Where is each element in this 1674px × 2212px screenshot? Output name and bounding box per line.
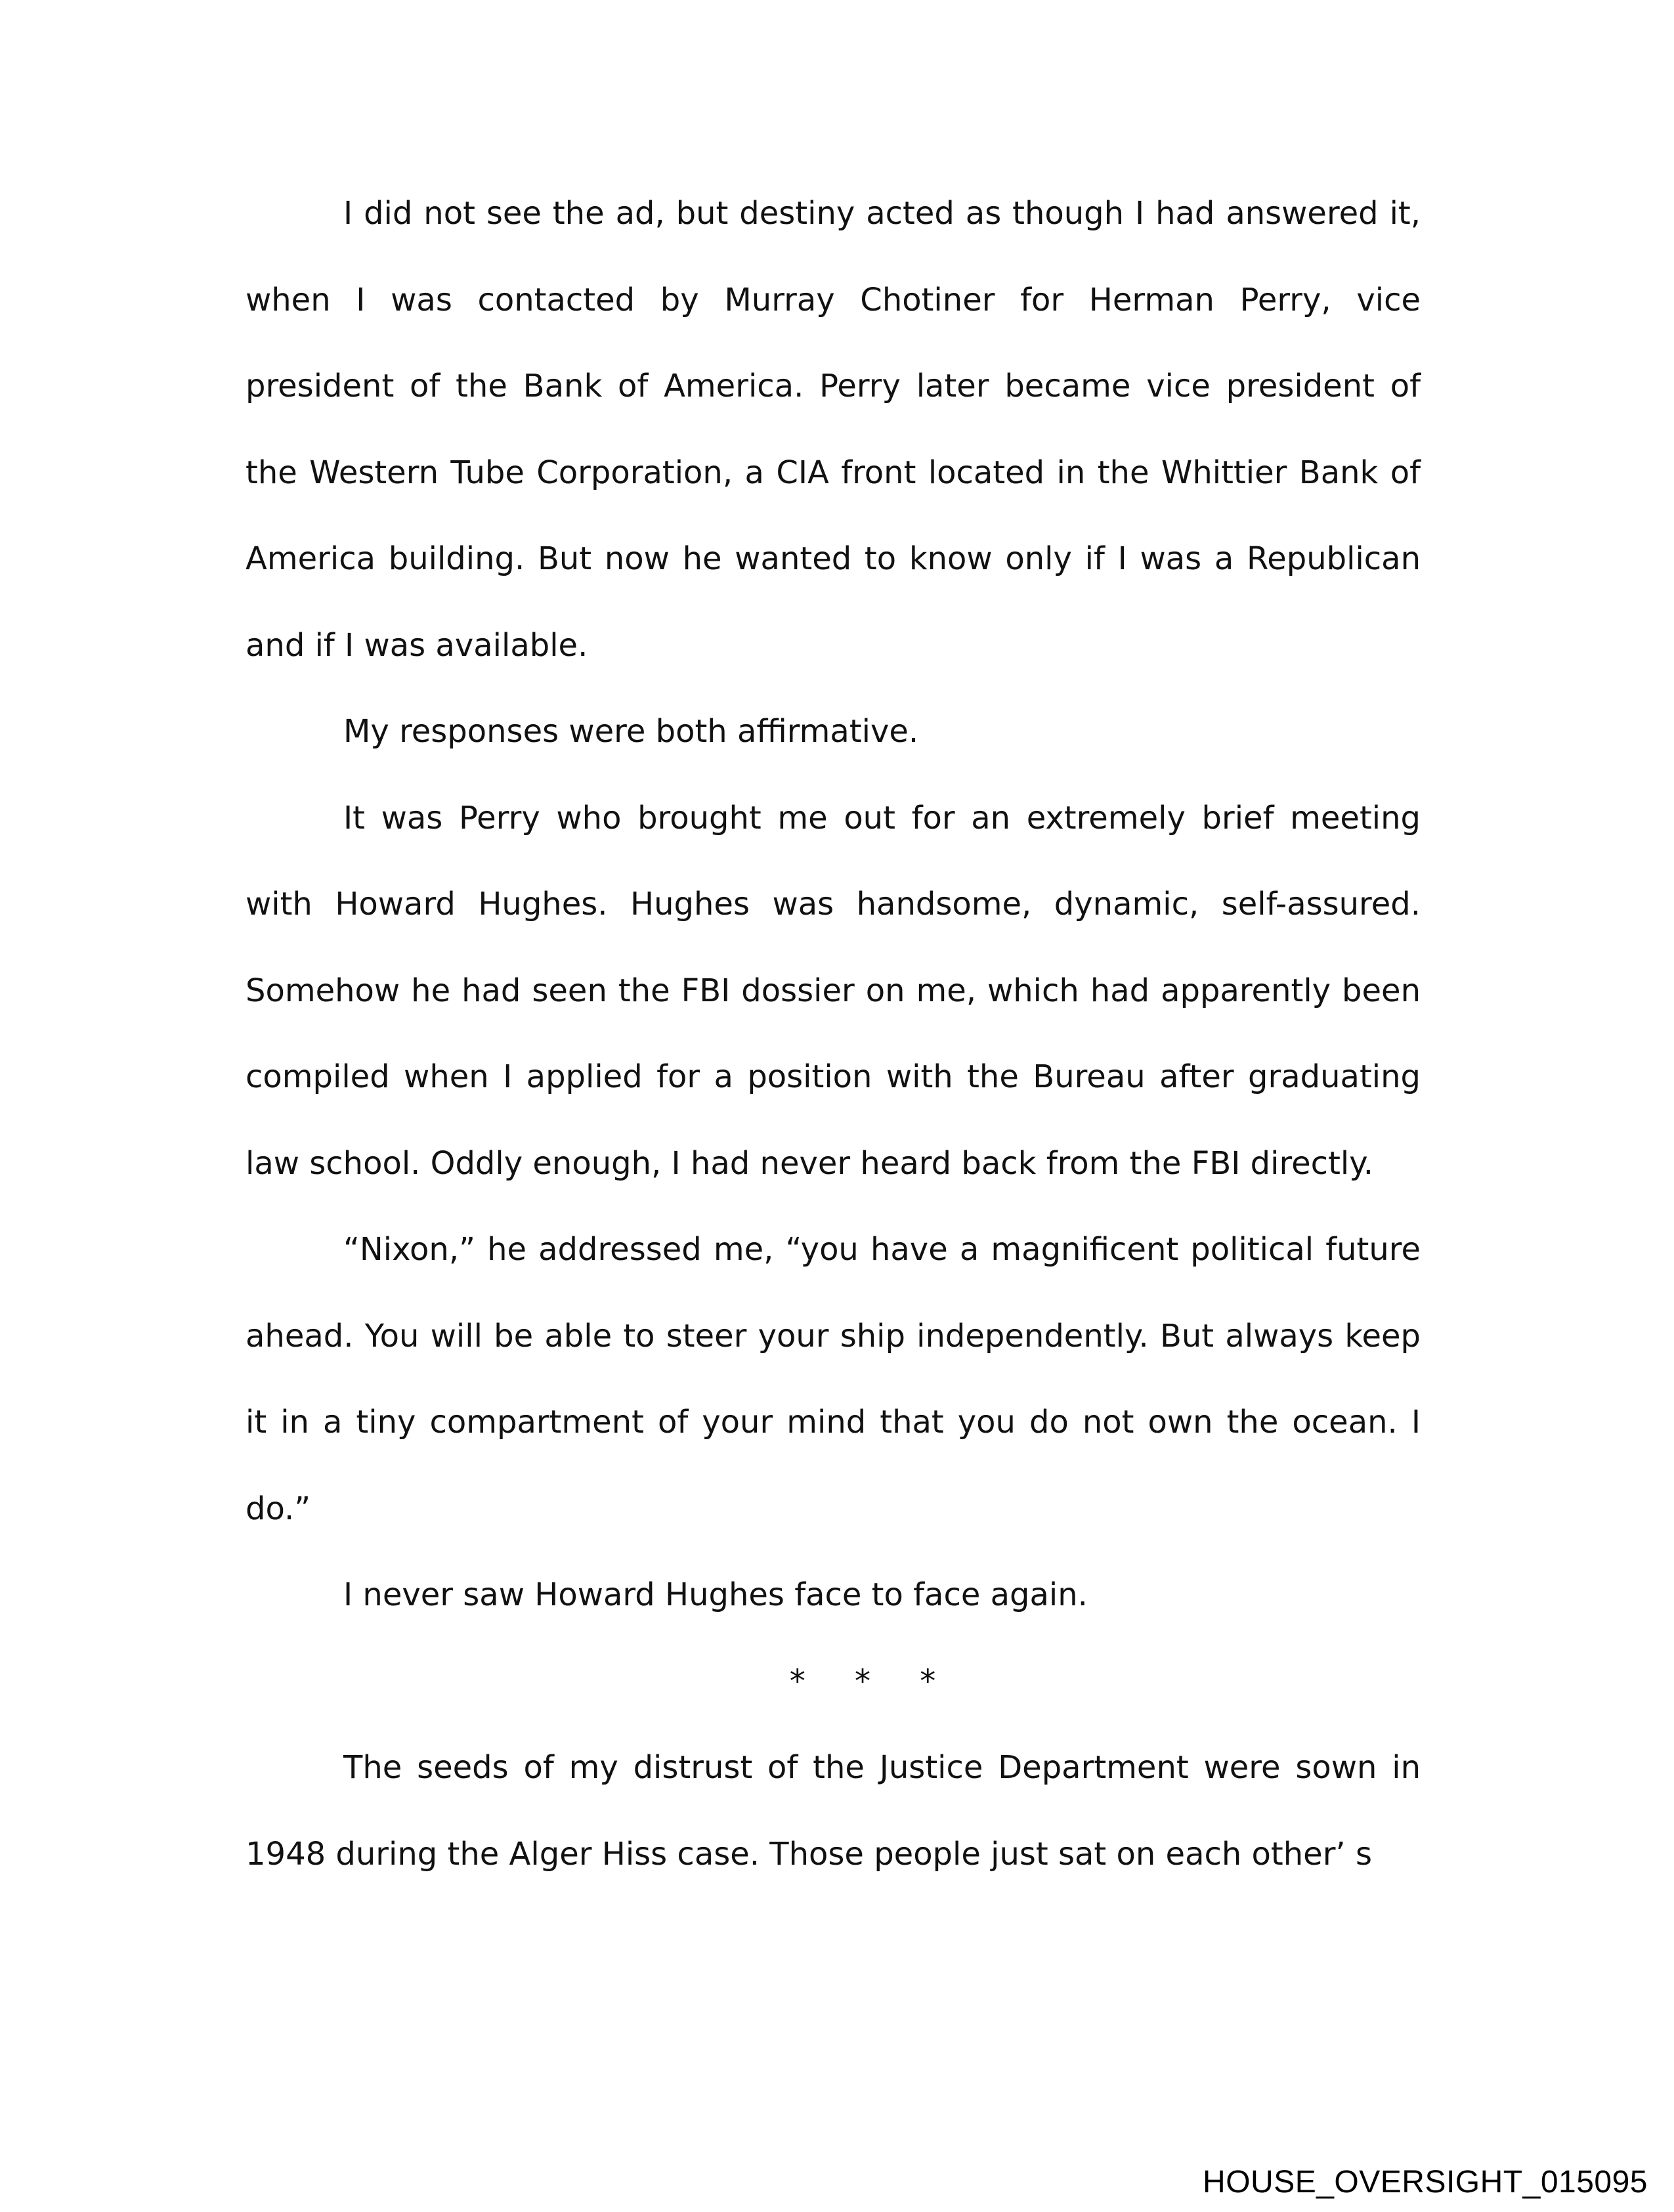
bates-number: HOUSE_OVERSIGHT_015095 bbox=[1203, 2165, 1648, 2200]
paragraph-ad-contact: I did not see the ad, but destiny acted as though I had answered it, when I was contacted by Murray Chotiner for Herman Perry, vice president of the Bank of America. Perry later became vice president of the Western Tube Corporation, a CIA front located in the Whittier Bank of America building. But now he wanted to know only if I was a Republican and if I was available. bbox=[246, 195, 1421, 664]
paragraph-never-saw: I never saw Howard Hughes face to face again. bbox=[343, 1576, 1088, 1613]
paragraph-justice-department: The seeds of my distrust of the Justice Department were sown in 1948 during the Alger Hiss case. Those people just sat on each other’ s bbox=[246, 1749, 1421, 1873]
section-break: * * * bbox=[789, 1662, 956, 1700]
paragraph-hughes-quote: “Nixon,” he addressed me, “you have a magnificent political future ahead. You will be able to steer your ship independently. But always keep it in a tiny compartment of your mind that you do not own the ocean. I do.” bbox=[246, 1231, 1421, 1527]
paragraph-responses: My responses were both affirmative. bbox=[343, 713, 919, 750]
paragraph-hughes-meeting: It was Perry who brought me out for an extremely brief meeting with Howard Hughes. Hughes was handsome, dynamic, self-assured. Somehow he had seen the FBI dossier on me, which had apparently been compiled when I applied for a position with the Bureau after graduating law school. Oddly enough, I had never heard back from the FBI directly. bbox=[246, 799, 1421, 1182]
body-text bbox=[246, 171, 1421, 1898]
